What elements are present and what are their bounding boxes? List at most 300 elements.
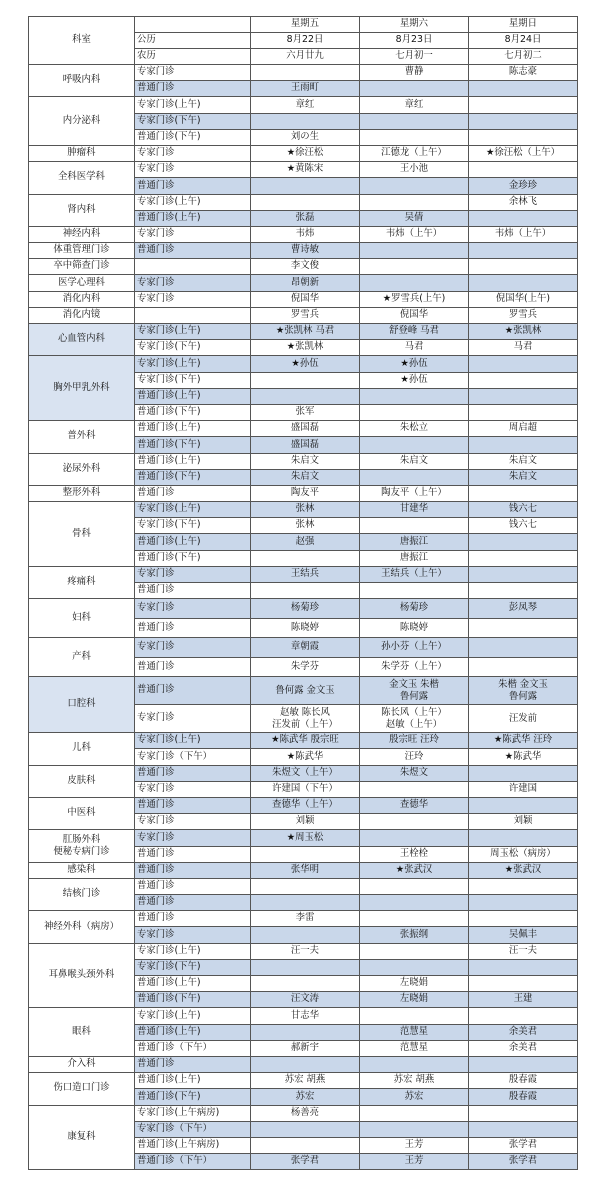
doctor-cell [251, 1056, 360, 1072]
clinic-type: 专家门诊(上午) [135, 502, 251, 518]
doctor-cell [469, 97, 578, 113]
department-name: 胸外甲乳外科 [29, 356, 135, 421]
clinic-type: 专家门诊(上午) [135, 943, 251, 959]
doctor-cell: 汪玲 [360, 749, 469, 765]
doctor-cell: 曹静 [360, 65, 469, 81]
doctor-cell: 朱启文 [360, 453, 469, 469]
clinic-type: 专家门诊 [135, 830, 251, 846]
date-cell: 8月24日 [469, 33, 578, 49]
clinic-type: 普通门诊(下午) [135, 129, 251, 145]
doctor-cell [360, 404, 469, 420]
doctor-cell: 张军 [251, 404, 360, 420]
schedule-row [29, 97, 578, 113]
clinic-type: 专家门诊(上午) [135, 356, 251, 372]
schedule-row [29, 243, 578, 259]
department-name: 康复科 [29, 1105, 135, 1170]
clinic-type: 专家门诊 [135, 781, 251, 797]
doctor-cell: 王小池 [360, 162, 469, 178]
doctor-cell: 王芳 [360, 1137, 469, 1153]
doctor-cell [360, 469, 469, 485]
doctor-cell: 陶友平 [251, 485, 360, 501]
doctor-cell [251, 388, 360, 404]
clinic-type: 专家门诊(下午) [135, 518, 251, 534]
doctor-cell: 倪国华 [251, 291, 360, 307]
doctor-cell [251, 1121, 360, 1137]
doctor-cell [360, 814, 469, 830]
doctor-cell: 殷春霞 [469, 1089, 578, 1105]
department-name: 卒中筛查门诊 [29, 259, 135, 275]
doctor-cell: 周玉松（病房） [469, 846, 578, 862]
department-name: 泌尿外科 [29, 453, 135, 485]
doctor-cell: 许建国 [469, 781, 578, 797]
clinic-type: 普通门诊(上午) [135, 210, 251, 226]
doctor-cell: ★陈武华 [251, 749, 360, 765]
doctor-cell: ★周玉松 [251, 830, 360, 846]
doctor-cell: ★张武汉 [469, 862, 578, 878]
doctor-cell [469, 129, 578, 145]
department-name: 整形外科 [29, 485, 135, 501]
doctor-cell: 倪国华 [360, 307, 469, 323]
clinic-type: 普通门诊 [135, 911, 251, 927]
doctor-cell: 苏宏 胡燕 [360, 1073, 469, 1089]
lunar-date-cell: 七月初一 [360, 49, 469, 65]
department-name: 神经外科（病房） [29, 911, 135, 943]
doctor-cell [469, 657, 578, 677]
clinic-type: 普通门诊 [135, 81, 251, 97]
department-name: 疼痛科 [29, 566, 135, 598]
department-name: 内分泌科 [29, 97, 135, 146]
clinic-type: 专家门诊(上午) [135, 324, 251, 340]
doctor-cell: ★张凯林 马君 [251, 324, 360, 340]
clinic-type: 普通门诊 [135, 895, 251, 911]
clinic-type: 普通门诊 [135, 846, 251, 862]
department-name: 中医科 [29, 797, 135, 829]
doctor-cell [469, 550, 578, 566]
doctor-cell [360, 943, 469, 959]
clinic-type: 普通门诊 [135, 862, 251, 878]
doctor-cell: 朱煜文 [360, 765, 469, 781]
doctor-cell: ★张凯林 [469, 324, 578, 340]
schedule-row [29, 485, 578, 501]
clinic-type: 专家门诊（下午） [135, 749, 251, 765]
doctor-cell: ★徐汪松（上午） [469, 145, 578, 161]
doctor-cell: 罗雪兵 [469, 307, 578, 323]
clinic-type: 普通门诊 [135, 677, 251, 705]
doctor-cell [469, 566, 578, 582]
schedule-row [29, 733, 578, 749]
doctor-cell [251, 1137, 360, 1153]
doctor-cell: 王结兵 [251, 566, 360, 582]
doctor-cell [469, 583, 578, 599]
doctor-cell: 朱启文 [251, 453, 360, 469]
clinic-type: 普通门诊(下午) [135, 437, 251, 453]
department-name: 口腔科 [29, 677, 135, 733]
date-cell: 8月22日 [251, 33, 360, 49]
doctor-cell: 杨善亮 [251, 1105, 360, 1121]
doctor-cell: 甘建华 [360, 502, 469, 518]
doctor-cell [251, 846, 360, 862]
doctor-cell: 陈长风（上午） 赵敏（上午） [360, 705, 469, 733]
clinic-type: 专家门诊 [135, 65, 251, 81]
department-name: 感染科 [29, 862, 135, 878]
schedule-row [29, 1008, 578, 1024]
header-label [135, 17, 251, 33]
schedule-row [29, 162, 578, 178]
doctor-cell: 左晓娟 [360, 976, 469, 992]
doctor-cell: 查德华 [360, 797, 469, 813]
doctor-cell: 章红 [360, 97, 469, 113]
doctor-cell [469, 618, 578, 638]
doctor-cell [469, 911, 578, 927]
doctor-cell: 盛国磊 [251, 437, 360, 453]
schedule-row [29, 307, 578, 323]
doctor-cell [251, 65, 360, 81]
schedule-row [29, 324, 578, 340]
doctor-cell [360, 113, 469, 129]
doctor-cell [360, 583, 469, 599]
clinic-type: 普通门诊（下午） [135, 1040, 251, 1056]
doctor-cell: ★陈武华 汪玲 [469, 733, 578, 749]
doctor-cell: 查德华（上午） [251, 797, 360, 813]
doctor-cell: 舒登峰 马君 [360, 324, 469, 340]
doctor-cell [251, 194, 360, 210]
doctor-cell: 韦炜（上午） [469, 226, 578, 242]
schedule-row [29, 765, 578, 781]
doctor-cell [360, 194, 469, 210]
doctor-cell [251, 895, 360, 911]
doctor-cell [469, 356, 578, 372]
doctor-cell: 唐振江 [360, 534, 469, 550]
clinic-type: 专家门诊 [135, 145, 251, 161]
department-name: 普外科 [29, 421, 135, 453]
doctor-cell [251, 583, 360, 599]
schedule-row [29, 911, 578, 927]
doctor-cell: ★孙伍 [251, 356, 360, 372]
doctor-cell [469, 1056, 578, 1072]
doctor-cell: 李文俊 [251, 259, 360, 275]
clinic-type: 普通门诊(下午) [135, 469, 251, 485]
clinic-type: 普通门诊 [135, 583, 251, 599]
doctor-cell: 罗雪兵 [251, 307, 360, 323]
schedule-row [29, 226, 578, 242]
doctor-cell: ★张凯林 [251, 340, 360, 356]
doctor-cell: 朱煜文（上午） [251, 765, 360, 781]
doctor-cell: 昂朝新 [251, 275, 360, 291]
doctor-cell: 杨菊珍 [251, 599, 360, 619]
doctor-cell: 汪一夫 [469, 943, 578, 959]
doctor-cell: 金文玉 朱楷 鲁何露 [360, 677, 469, 705]
doctor-cell [469, 113, 578, 129]
clinic-type: 专家门诊 [135, 814, 251, 830]
clinic-type: 普通门诊 [135, 657, 251, 677]
clinic-type: 专家门诊 [135, 291, 251, 307]
doctor-cell: 许建国（下午） [251, 781, 360, 797]
schedule-row [29, 356, 578, 372]
doctor-cell: 钱六七 [469, 518, 578, 534]
doctor-cell: 朱启文 [469, 453, 578, 469]
schedule-row [29, 797, 578, 813]
clinic-type: 专家门诊(上午) [135, 1008, 251, 1024]
clinic-type: 普通门诊(下午) [135, 992, 251, 1008]
clinic-type: 普通门诊(上午) [135, 534, 251, 550]
doctor-cell: ★罗雪兵(上午) [360, 291, 469, 307]
doctor-cell: 陶友平（上午） [360, 485, 469, 501]
doctor-cell [360, 81, 469, 97]
clinic-type: 专家门诊 [135, 162, 251, 178]
doctor-cell [251, 372, 360, 388]
clinic-type: 普通门诊(下午) [135, 404, 251, 420]
dept-header: 科室 [29, 17, 135, 65]
department-name: 肿瘤科 [29, 145, 135, 161]
doctor-cell: 陈晓婷 [360, 618, 469, 638]
schedule-row [29, 291, 578, 307]
doctor-cell: 郝新宇 [251, 1040, 360, 1056]
doctor-cell: 刘颖 [251, 814, 360, 830]
doctor-cell: 杨菊珍 [360, 599, 469, 619]
clinic-type: 专家门诊(上午) [135, 194, 251, 210]
doctor-cell [251, 1024, 360, 1040]
doctor-cell: 王栓栓 [360, 846, 469, 862]
doctor-cell [469, 1008, 578, 1024]
doctor-cell: ★黄陈宋 [251, 162, 360, 178]
clinic-type: 普通门诊 [135, 765, 251, 781]
schedule-row [29, 1056, 578, 1072]
clinic-type: 普通门诊(上午病房) [135, 1137, 251, 1153]
doctor-cell [360, 1105, 469, 1121]
doctor-cell [469, 976, 578, 992]
schedule-row [29, 421, 578, 437]
doctor-cell [469, 959, 578, 975]
doctor-cell: 汪文涛 [251, 992, 360, 1008]
doctor-cell [469, 638, 578, 658]
clinic-type: 专家门诊(下午) [135, 372, 251, 388]
doctor-cell [360, 129, 469, 145]
clinic-type: 专家门诊 [135, 638, 251, 658]
doctor-cell: 张学君 [469, 1137, 578, 1153]
schedule-row [29, 862, 578, 878]
clinic-type [135, 259, 251, 275]
doctor-cell: 王雨町 [251, 81, 360, 97]
department-name: 消化内科 [29, 291, 135, 307]
schedule-row [29, 275, 578, 291]
doctor-cell: 韦炜 [251, 226, 360, 242]
doctor-cell [469, 534, 578, 550]
doctor-cell: 周启超 [469, 421, 578, 437]
clinic-type: 专家门诊 [135, 705, 251, 733]
department-name: 耳鼻喉头颈外科 [29, 943, 135, 1008]
doctor-cell [360, 878, 469, 894]
doctor-cell: 马君 [469, 340, 578, 356]
doctor-cell [251, 927, 360, 943]
doctor-cell: 李雷 [251, 911, 360, 927]
schedule-row [29, 638, 578, 658]
doctor-cell [469, 210, 578, 226]
doctor-cell: 唐振江 [360, 550, 469, 566]
doctor-cell: 朱启文 [469, 469, 578, 485]
doctor-cell [469, 81, 578, 97]
doctor-cell: 余美君 [469, 1040, 578, 1056]
doctor-cell [251, 878, 360, 894]
doctor-cell: 张林 [251, 502, 360, 518]
doctor-cell: 汪发前 [469, 705, 578, 733]
department-name: 心血管内科 [29, 324, 135, 356]
doctor-cell [469, 275, 578, 291]
department-name: 医学心理科 [29, 275, 135, 291]
doctor-cell [469, 243, 578, 259]
doctor-cell [469, 162, 578, 178]
department-name: 皮肤科 [29, 765, 135, 797]
doctor-cell: 赵强 [251, 534, 360, 550]
doctor-cell: 张华明 [251, 862, 360, 878]
department-name: 消化内镜 [29, 307, 135, 323]
schedule-row [29, 1105, 578, 1121]
doctor-cell: 张学君 [469, 1154, 578, 1170]
doctor-cell [251, 959, 360, 975]
doctor-cell: 韦炜（上午） [360, 226, 469, 242]
department-name: 全科医学科 [29, 162, 135, 194]
schedule-row [29, 830, 578, 846]
outpatient-schedule-table [28, 16, 578, 1170]
doctor-cell [360, 243, 469, 259]
doctor-cell: 余林飞 [469, 194, 578, 210]
clinic-type: 专家门诊 [135, 599, 251, 619]
clinic-type: 普通门诊(上午) [135, 1073, 251, 1089]
clinic-type: 专家门诊 [135, 566, 251, 582]
header-label: 公历 [135, 33, 251, 49]
clinic-type: 专家门诊 [135, 275, 251, 291]
doctor-cell [251, 178, 360, 194]
doctor-cell: 张磊 [251, 210, 360, 226]
department-name: 体重管理门诊 [29, 243, 135, 259]
department-name: 妇科 [29, 599, 135, 638]
doctor-cell: ★陈武华 [469, 749, 578, 765]
doctor-cell [469, 437, 578, 453]
doctor-cell: ★孙伍 [360, 356, 469, 372]
doctor-cell [360, 437, 469, 453]
doctor-cell: 范慧星 [360, 1040, 469, 1056]
doctor-cell: 刘颖 [469, 814, 578, 830]
doctor-cell: 殷宗旺 汪玲 [360, 733, 469, 749]
doctor-cell [360, 518, 469, 534]
doctor-cell: 苏宏 [360, 1089, 469, 1105]
doctor-cell [469, 404, 578, 420]
clinic-type [135, 307, 251, 323]
doctor-cell: 汪一夫 [251, 943, 360, 959]
doctor-cell: 江德龙（上午） [360, 145, 469, 161]
doctor-cell: 甘志华 [251, 1008, 360, 1024]
department-name: 神经内科 [29, 226, 135, 242]
doctor-cell: 朱学芬（上午） [360, 657, 469, 677]
clinic-type: 普通门诊（下午） [135, 1154, 251, 1170]
department-name: 儿科 [29, 733, 135, 765]
doctor-cell: 钱六七 [469, 502, 578, 518]
department-name: 肛肠外科 便秘专病门诊 [29, 830, 135, 862]
doctor-cell: 朱启文 [251, 469, 360, 485]
clinic-type: 普通门诊 [135, 797, 251, 813]
doctor-cell: 朱学芬 [251, 657, 360, 677]
doctor-cell: 张学君 [251, 1154, 360, 1170]
schedule-row [29, 145, 578, 161]
doctor-cell: 王建 [469, 992, 578, 1008]
doctor-cell: ★陈武华 殷宗旺 [251, 733, 360, 749]
schedule-row [29, 677, 578, 705]
department-name: 骨科 [29, 502, 135, 567]
clinic-type: 专家门诊（下午） [135, 1121, 251, 1137]
doctor-cell: ★徐汪松 [251, 145, 360, 161]
doctor-cell [469, 830, 578, 846]
doctor-cell [469, 372, 578, 388]
clinic-type: 普通门诊(上午) [135, 976, 251, 992]
doctor-cell [469, 1121, 578, 1137]
doctor-cell: 朱楷 金文玉 鲁何露 [469, 677, 578, 705]
header-row-weekday [29, 17, 578, 33]
clinic-type: 专家门诊(上午) [135, 733, 251, 749]
doctor-cell: 鲁何露 金文玉 [251, 677, 360, 705]
doctor-cell [469, 878, 578, 894]
clinic-type: 专家门诊 [135, 226, 251, 242]
doctor-cell: 赵敏 陈长风 汪发前（上午） [251, 705, 360, 733]
schedule-row [29, 65, 578, 81]
doctor-cell [360, 1056, 469, 1072]
doctor-cell [469, 765, 578, 781]
clinic-type: 普通门诊 [135, 178, 251, 194]
doctor-cell [360, 830, 469, 846]
doctor-cell [360, 275, 469, 291]
schedule-row [29, 194, 578, 210]
weekday-cell: 星期日 [469, 17, 578, 33]
lunar-date-cell: 六月廿九 [251, 49, 360, 65]
clinic-type: 普通门诊 [135, 243, 251, 259]
doctor-cell [469, 388, 578, 404]
doctor-cell: 苏宏 [251, 1089, 360, 1105]
schedule-row [29, 878, 578, 894]
clinic-type: 专家门诊(上午病房) [135, 1105, 251, 1121]
doctor-cell: 张林 [251, 518, 360, 534]
doctor-cell [360, 959, 469, 975]
doctor-cell [360, 178, 469, 194]
department-name: 呼吸内科 [29, 65, 135, 97]
doctor-cell: 余美君 [469, 1024, 578, 1040]
schedule-row [29, 259, 578, 275]
clinic-type: 普通门诊(上午) [135, 1024, 251, 1040]
header-label: 农历 [135, 49, 251, 65]
doctor-cell: 倪国华(上午) [469, 291, 578, 307]
schedule-row [29, 566, 578, 582]
doctor-cell [360, 259, 469, 275]
clinic-type: 专家门诊 [135, 927, 251, 943]
doctor-cell [251, 550, 360, 566]
doctor-cell: 盛国磊 [251, 421, 360, 437]
date-cell: 8月23日 [360, 33, 469, 49]
clinic-type: 普通门诊 [135, 485, 251, 501]
schedule-row [29, 1073, 578, 1089]
clinic-type: 普通门诊(下午) [135, 1089, 251, 1105]
schedule-body [29, 17, 578, 1170]
doctor-cell: 章朝霞 [251, 638, 360, 658]
doctor-cell [360, 1121, 469, 1137]
clinic-type: 普通门诊(下午) [135, 550, 251, 566]
doctor-cell: 吴佩丰 [469, 927, 578, 943]
doctor-cell: 左晓娟 [360, 992, 469, 1008]
schedule-row [29, 502, 578, 518]
doctor-cell [360, 1008, 469, 1024]
department-name: 产科 [29, 638, 135, 677]
doctor-cell: 陈志豪 [469, 65, 578, 81]
doctor-cell: 彭凤琴 [469, 599, 578, 619]
doctor-cell [469, 259, 578, 275]
doctor-cell: 朱松立 [360, 421, 469, 437]
clinic-type: 专家门诊(上午) [135, 97, 251, 113]
